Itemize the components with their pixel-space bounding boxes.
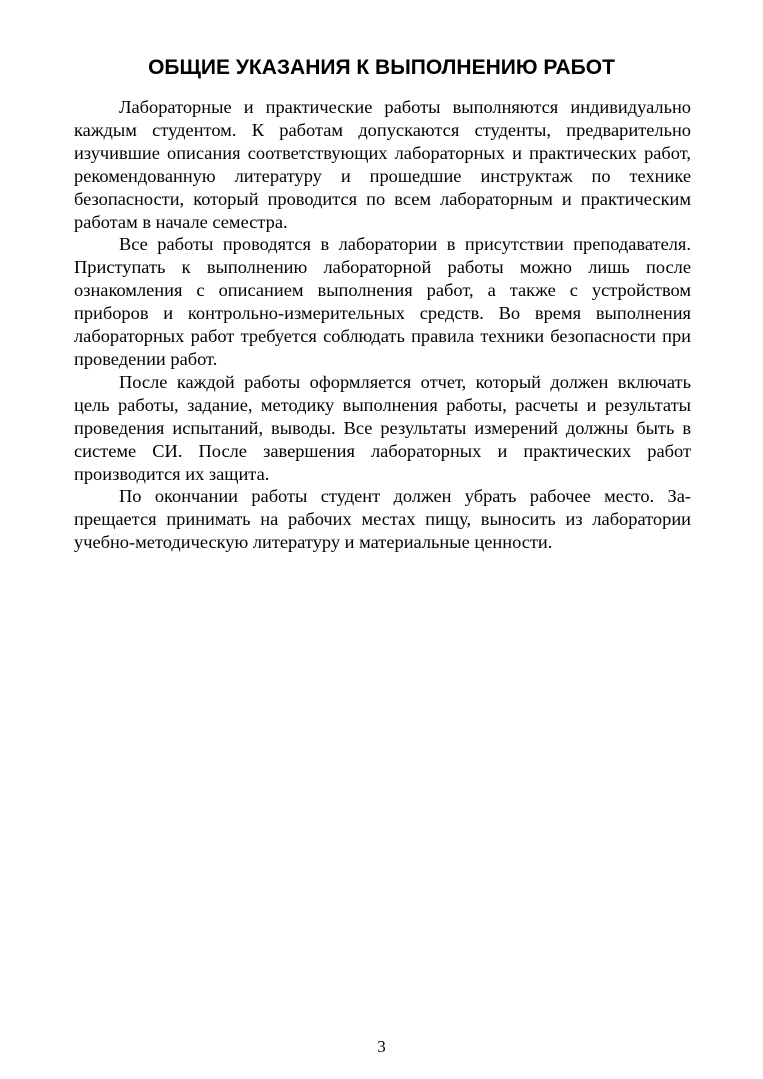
paragraph-2: Все работы проводятся в лаборатории в присутствии преподавателя. Приступать к выполнению лабораторной работы можно лишь после ознакомления с описанием выполнения работ, а также с устройством приборов и контрольно-измерительных средств. Во время выполнения лабораторных работ требуется соблюдать правила техники безопасности при проведении работ.: [74, 234, 691, 369]
body-text: [74, 96, 691, 554]
paragraph-1: Лабораторные и практические работы выполняются индивидуально каждым студентом. К работам допускаются студенты, предварительно изучившие описания соответствующих лабораторных и практических работ, рекомендованную литературу и прошедшие инструктаж по технике безопасности, который проводится по всем лабораторным и практическим работам в начале семестра.: [74, 97, 691, 232]
page-title: ОБЩИЕ УКАЗАНИЯ К ВЫПОЛНЕНИЮ РАБОТ: [148, 56, 615, 79]
paragraph-4: По окончании работы студент должен убрать рабочее место. Запрещается принимать на рабочих местах пищу, выносить из лаборатории учебно-методическую литературу и материальные ценности.: [74, 486, 691, 553]
paragraph-3: После каждой работы оформляется отчет, который должен включать цель работы, задание, методику выполнения работы, расчеты и результаты проведения испытаний, выводы. Все результаты измерений должны быть в системе СИ. После завершения лабораторных и практических работ производится их защита.: [74, 371, 691, 484]
page-number: 3: [377, 1037, 386, 1056]
